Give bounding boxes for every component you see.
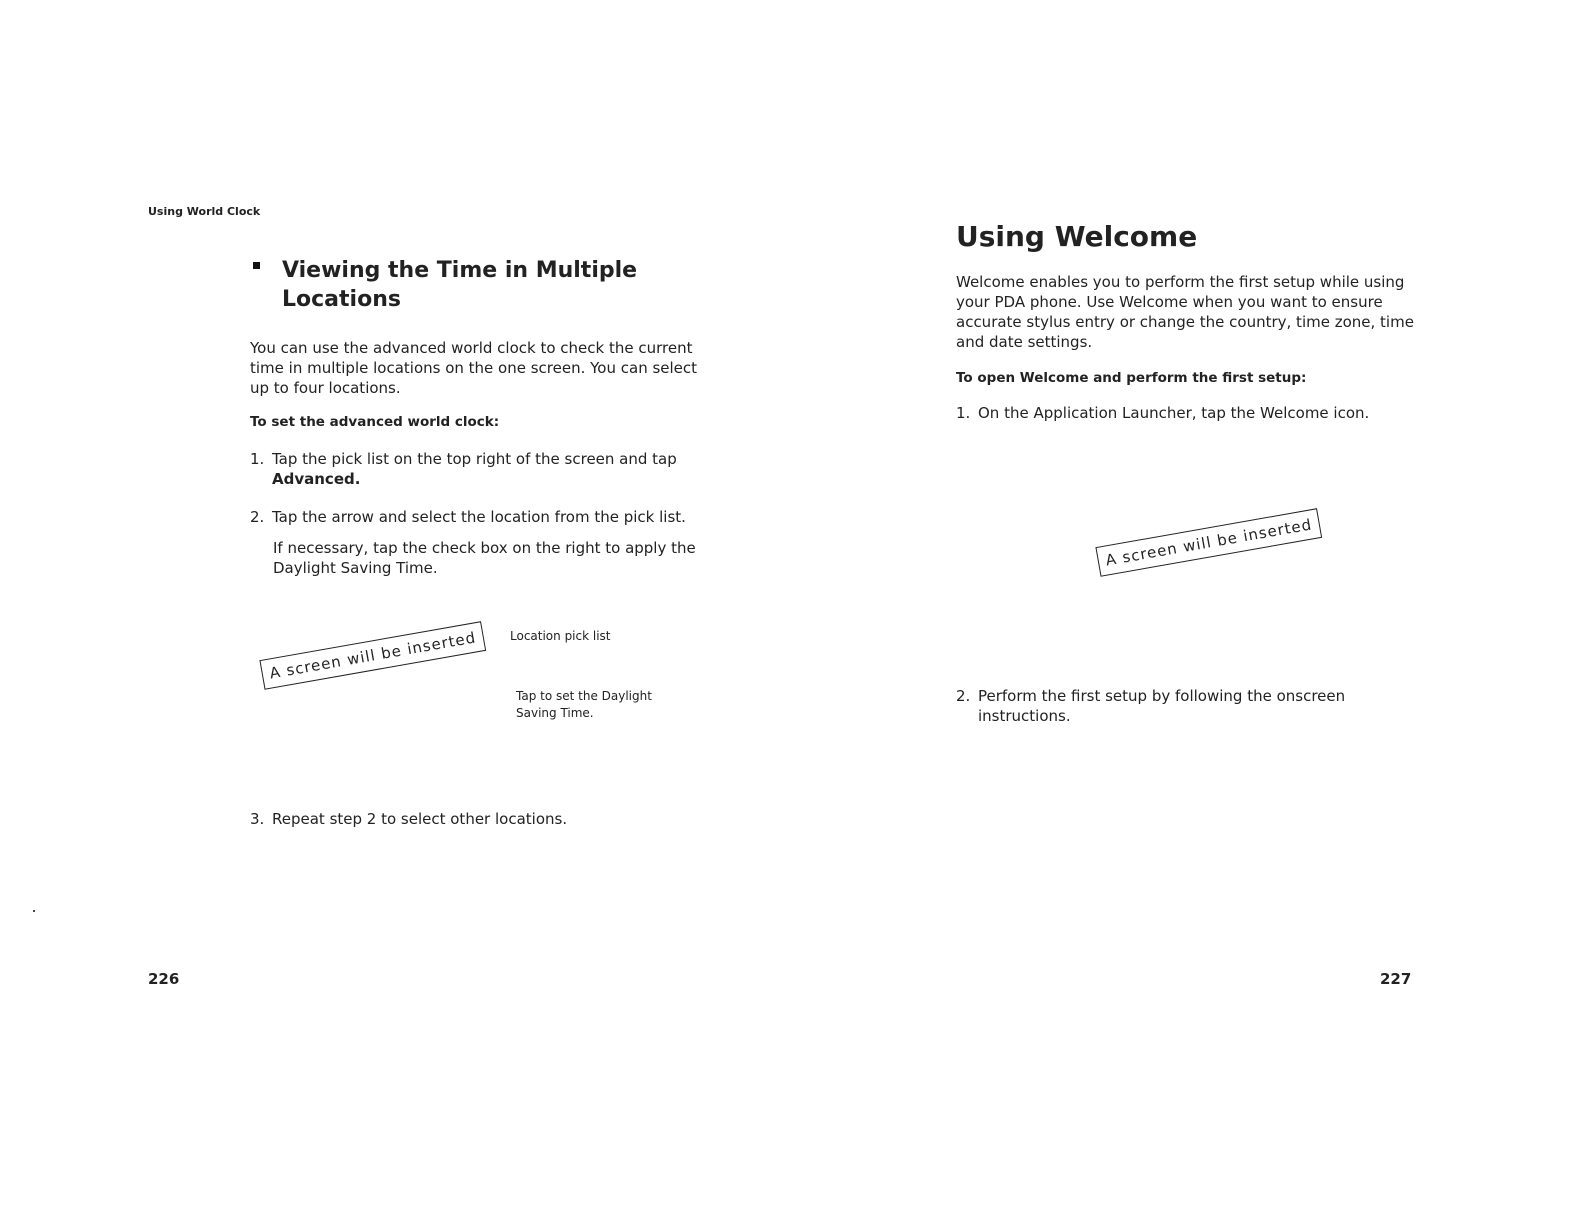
step-3: [250, 809, 710, 829]
procedure-heading: To set the advanced world clock:: [250, 414, 500, 430]
scan-speck: [33, 910, 35, 912]
screen-placeholder: A screen will be inserted: [259, 621, 486, 690]
step-2-note: If necessary, tap the check box on the right to apply the Daylight Saving Time.: [273, 539, 696, 577]
step-number: 2.: [250, 508, 265, 526]
step-number: 2.: [956, 687, 971, 705]
page-title: Using Welcome: [956, 220, 1198, 253]
step-text: Repeat step 2 to select other locations.: [272, 810, 568, 828]
step-2: [250, 507, 720, 527]
section-title: Viewing the Time in Multiple Locations: [282, 258, 638, 312]
step-2: [956, 686, 1396, 726]
page-number-right: 227: [1380, 970, 1412, 988]
procedure-heading: To open Welcome and perform the first setup:: [956, 370, 1307, 386]
step-text: On the Application Launcher, tap the Welcome icon.: [978, 404, 1370, 422]
screen-placeholder: A screen will be inserted: [1095, 508, 1322, 577]
callout-location-pick-list: Location pick list: [510, 629, 611, 643]
step-text: Tap the pick list on the top right of the screen and tap: [272, 450, 677, 468]
step-bold-text: Advanced.: [272, 470, 361, 488]
step-text: Tap the arrow and select the location from the pick list.: [272, 508, 686, 526]
step-number: 1.: [250, 450, 265, 468]
section-bullet-icon: [253, 262, 260, 269]
step-text: Perform the first setup by following the onscreen instructions.: [978, 687, 1346, 725]
step-1: [956, 403, 1416, 423]
step-number: 3.: [250, 810, 265, 828]
intro-paragraph: You can use the advanced world clock to check the current time in multiple locations on the one screen. You can select up to four locations.: [250, 339, 698, 397]
running-head: Using World Clock: [148, 205, 261, 218]
page-number-left: 226: [148, 970, 180, 988]
welcome-intro-paragraph: Welcome enables you to perform the first setup while using your PDA phone. Use Welcome when you want to ensure accurate stylus entry or change the country, time zone, time and date settings.: [956, 273, 1414, 351]
step-number: 1.: [956, 404, 971, 422]
callout-daylight: Tap to set the Daylight Saving Time.: [516, 689, 652, 720]
step-1: [250, 449, 710, 489]
